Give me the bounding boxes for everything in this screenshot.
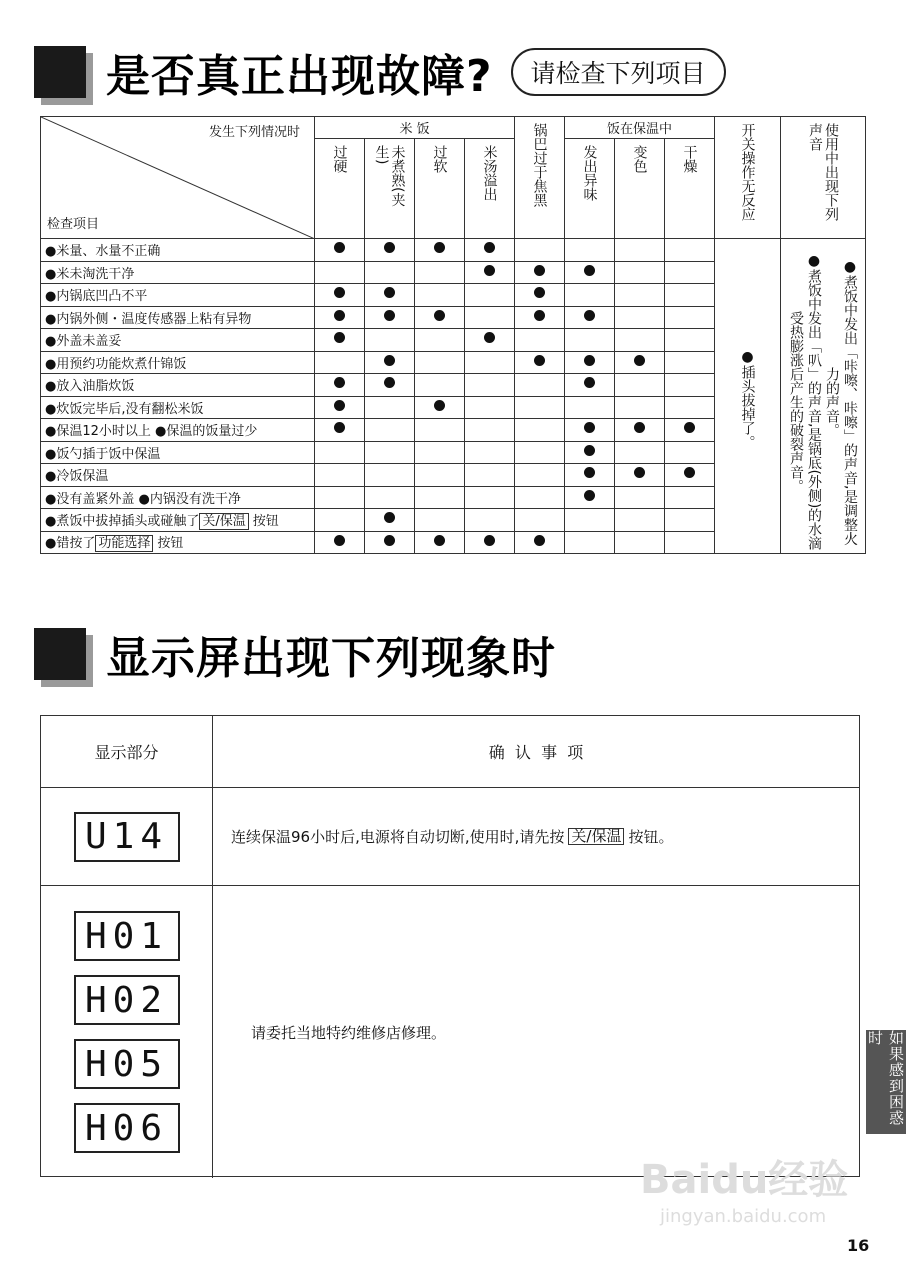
col-header-sound: 使用中出现下列声音 — [781, 117, 866, 239]
mark-cell — [365, 419, 415, 442]
mark-cell — [565, 486, 615, 509]
mark-cell — [315, 374, 365, 397]
col-header-2: 过软 — [415, 139, 465, 239]
mark-cell — [665, 329, 715, 352]
mark-cell — [415, 239, 465, 262]
mark-cell — [465, 351, 515, 374]
head-display-part: 显示部分 — [41, 716, 213, 787]
troubleshoot-table — [40, 116, 866, 554]
mark-cell — [315, 284, 365, 307]
table-row — [41, 886, 859, 1178]
bullet-mark-icon — [534, 310, 545, 321]
check-item-label: ●内锅底凹凸不平 — [41, 284, 315, 307]
mark-cell — [315, 464, 365, 487]
bullet-mark-icon — [384, 287, 395, 298]
mark-cell — [515, 464, 565, 487]
mark-cell — [465, 239, 515, 262]
mark-cell — [465, 306, 515, 329]
bullet-mark-icon — [484, 535, 495, 546]
col-header-6: 变色 — [615, 139, 665, 239]
check-item-label: ●放入油脂炊饭 — [41, 374, 315, 397]
mark-cell — [615, 374, 665, 397]
mark-cell — [465, 531, 515, 554]
mark-cell — [465, 464, 515, 487]
mark-cell — [615, 284, 665, 307]
section2-title: 显示屏出现下列现象时 — [106, 633, 556, 684]
mark-cell — [365, 396, 415, 419]
mark-cell — [615, 239, 665, 262]
mark-cell — [615, 486, 665, 509]
bullet-mark-icon — [434, 400, 445, 411]
row2-text: 请委托当地特约维修店修理。 — [251, 1023, 447, 1042]
mark-cell — [565, 464, 615, 487]
heading-square-icon — [34, 628, 86, 680]
mark-cell — [315, 239, 365, 262]
bullet-mark-icon — [334, 535, 345, 546]
mark-cell — [515, 486, 565, 509]
mark-cell — [365, 486, 415, 509]
mark-cell — [615, 396, 665, 419]
lcd-display: H06 — [74, 1103, 180, 1153]
lcd-display: U14 — [74, 812, 180, 862]
mark-cell — [565, 261, 615, 284]
mark-cell — [315, 306, 365, 329]
mark-cell — [565, 441, 615, 464]
section2-header — [34, 622, 556, 686]
bullet-mark-icon — [484, 265, 495, 276]
mark-cell — [665, 396, 715, 419]
mark-cell — [315, 351, 365, 374]
side-tab: 如果感到困惑时 — [866, 1030, 906, 1134]
bullet-mark-icon — [384, 535, 395, 546]
bullet-mark-icon — [484, 332, 495, 343]
mark-cell — [665, 351, 715, 374]
bullet-mark-icon — [384, 512, 395, 523]
mark-cell — [415, 486, 465, 509]
switch-note-cell — [715, 239, 781, 554]
check-items-pill: 请检查下列项目 — [511, 48, 726, 96]
mark-cell — [565, 531, 615, 554]
col-header-5: 发出异味 — [565, 139, 615, 239]
watermark-url: jingyan.baidu.com — [660, 1206, 827, 1227]
lcd-display: H02 — [74, 975, 180, 1025]
mark-cell — [415, 441, 465, 464]
mark-cell — [365, 284, 415, 307]
mark-cell — [665, 441, 715, 464]
mark-cell — [615, 306, 665, 329]
mark-cell — [365, 509, 415, 532]
mark-cell — [615, 351, 665, 374]
mark-cell — [465, 329, 515, 352]
mark-cell — [415, 374, 465, 397]
mark-cell — [465, 396, 515, 419]
mark-cell — [315, 509, 365, 532]
group-keep-header: 饭在保温中 — [565, 117, 715, 139]
sound-note-cell — [781, 239, 866, 554]
section1-title: 是否真正出现故障? — [106, 51, 493, 102]
display-table-header — [41, 716, 859, 788]
col-header-0: 过硬 — [315, 139, 365, 239]
mark-cell — [365, 351, 415, 374]
check-item-label: ●米未淘洗干净 — [41, 261, 315, 284]
col-header-switch: 开关操作无反应 — [715, 117, 781, 239]
mark-cell — [565, 396, 615, 419]
mark-cell — [315, 419, 365, 442]
bullet-mark-icon — [334, 422, 345, 433]
mark-cell — [515, 531, 565, 554]
mark-cell — [415, 261, 465, 284]
mark-cell — [565, 239, 615, 262]
mark-cell — [515, 509, 565, 532]
bullet-mark-icon — [584, 445, 595, 456]
mark-cell — [415, 509, 465, 532]
mark-cell — [365, 306, 415, 329]
bullet-mark-icon — [334, 400, 345, 411]
mark-cell — [565, 329, 615, 352]
mark-cell — [315, 531, 365, 554]
display-table — [40, 715, 860, 1177]
mark-cell — [365, 464, 415, 487]
mark-cell — [465, 509, 515, 532]
check-item-label: ●饭勺插于饭中保温 — [41, 441, 315, 464]
mark-cell — [415, 531, 465, 554]
mark-cell — [465, 261, 515, 284]
bullet-mark-icon — [584, 310, 595, 321]
check-item-label: ●保温12小时以上 ●保温的饭量过少 — [41, 419, 315, 442]
bullet-mark-icon — [384, 310, 395, 321]
bullet-mark-icon — [684, 422, 695, 433]
mark-cell — [665, 509, 715, 532]
table-row — [41, 239, 866, 262]
mark-cell — [515, 351, 565, 374]
mark-cell — [615, 531, 665, 554]
check-item-label: ●炊饭完毕后,没有翻松米饭 — [41, 396, 315, 419]
bullet-mark-icon — [334, 310, 345, 321]
mark-cell — [515, 419, 565, 442]
mark-cell — [565, 509, 615, 532]
mark-cell — [665, 284, 715, 307]
mark-cell — [565, 374, 615, 397]
check-item-label: ●内锅外侧・温度传感器上粘有异物 — [41, 306, 315, 329]
mark-cell — [515, 306, 565, 329]
mark-cell — [615, 464, 665, 487]
mark-cell — [315, 441, 365, 464]
bullet-mark-icon — [334, 287, 345, 298]
table-row — [41, 788, 859, 886]
mark-cell — [615, 329, 665, 352]
head-confirm-items: 确 认 事 项 — [488, 743, 584, 762]
mark-cell — [465, 486, 515, 509]
lcd-display: H05 — [74, 1039, 180, 1089]
bullet-mark-icon — [434, 242, 445, 253]
mark-cell — [365, 531, 415, 554]
col-header-4: 锅巴过于焦黑 — [515, 117, 565, 239]
bullet-mark-icon — [484, 242, 495, 253]
bullet-mark-icon — [634, 422, 645, 433]
mark-cell — [665, 419, 715, 442]
check-item-label: ●错按了 功能选择 按钮 — [41, 531, 315, 554]
sound-note-1: ●煮饭中发出「咔嚓、咔嚓」的声音,是调整火力的声音。 — [824, 258, 859, 546]
mark-cell — [465, 419, 515, 442]
mark-cell — [415, 351, 465, 374]
bullet-mark-icon — [584, 490, 595, 501]
bullet-mark-icon — [584, 467, 595, 478]
mark-cell — [665, 486, 715, 509]
col-header-7: 干燥 — [665, 139, 715, 239]
corner-bottom-label: 检查项目 — [47, 217, 100, 232]
mark-cell — [365, 261, 415, 284]
check-item-label: ●外盖未盖妥 — [41, 329, 315, 352]
check-item-label: ●煮饭中拔掉插头或碰触了 关/保温 按钮 — [41, 509, 315, 532]
mark-cell — [315, 486, 365, 509]
mark-cell — [665, 531, 715, 554]
mark-cell — [465, 284, 515, 307]
mark-cell — [465, 374, 515, 397]
col-header-1: 未煮熟(夹生) — [365, 139, 415, 239]
heading-square-icon — [34, 46, 86, 98]
group-rice-header: 米 饭 — [315, 117, 515, 139]
row1-text: 连续保温96小时后,电源将自动切断,使用时,请先按 关/保温 按钮。 — [231, 827, 674, 846]
off-keep-warm-key: 关/保温 — [568, 828, 624, 845]
mark-cell — [315, 329, 365, 352]
bullet-mark-icon — [384, 377, 395, 388]
mark-cell — [315, 261, 365, 284]
mark-cell — [615, 419, 665, 442]
bullet-mark-icon — [334, 377, 345, 388]
mark-cell — [565, 306, 615, 329]
bullet-mark-icon — [334, 332, 345, 343]
bullet-mark-icon — [384, 355, 395, 366]
mark-cell — [365, 329, 415, 352]
mark-cell — [515, 329, 565, 352]
bullet-mark-icon — [534, 355, 545, 366]
switch-note: ●插头拔掉了。 — [739, 349, 756, 449]
mark-cell — [415, 306, 465, 329]
lcd-display: H01 — [74, 911, 180, 961]
key-label-box: 关/保温 — [199, 513, 248, 530]
mark-cell — [565, 351, 615, 374]
mark-cell — [365, 374, 415, 397]
bullet-mark-icon — [534, 535, 545, 546]
mark-cell — [565, 284, 615, 307]
check-item-label: ●用预约功能炊煮什锦饭 — [41, 351, 315, 374]
mark-cell — [315, 396, 365, 419]
bullet-mark-icon — [334, 242, 345, 253]
mark-cell — [415, 464, 465, 487]
sound-note-2: ●煮饭中发出「叭」的声音,是锅底(外侧)的水滴受热膨涨后产生的破裂声音。 — [788, 253, 823, 551]
mark-cell — [515, 239, 565, 262]
bullet-mark-icon — [584, 355, 595, 366]
mark-cell — [365, 239, 415, 262]
watermark-logo: Baidu经验 — [640, 1157, 849, 1203]
bullet-mark-icon — [634, 467, 645, 478]
mark-cell — [415, 396, 465, 419]
bullet-mark-icon — [634, 355, 645, 366]
check-item-label: ●没有盖紧外盖 ●内锅没有洗干净 — [41, 486, 315, 509]
mark-cell — [665, 239, 715, 262]
bullet-mark-icon — [534, 265, 545, 276]
mark-cell — [365, 441, 415, 464]
section1-header — [34, 40, 726, 104]
key-label-box: 功能选择 — [95, 535, 153, 552]
check-item-label: ●米量、水量不正确 — [41, 239, 315, 262]
mark-cell — [615, 509, 665, 532]
mark-cell — [515, 396, 565, 419]
bullet-mark-icon — [384, 242, 395, 253]
bullet-mark-icon — [584, 265, 595, 276]
mark-cell — [665, 464, 715, 487]
mark-cell — [665, 261, 715, 284]
mark-cell — [465, 441, 515, 464]
mark-cell — [515, 261, 565, 284]
mark-cell — [665, 374, 715, 397]
mark-cell — [615, 261, 665, 284]
mark-cell — [515, 374, 565, 397]
check-item-label: ●冷饭保温 — [41, 464, 315, 487]
bullet-mark-icon — [534, 287, 545, 298]
corner-top-label: 发生下列情况时 — [208, 125, 300, 140]
bullet-mark-icon — [434, 310, 445, 321]
mark-cell — [415, 329, 465, 352]
mark-cell — [415, 419, 465, 442]
mark-cell — [415, 284, 465, 307]
bullet-mark-icon — [584, 377, 595, 388]
bullet-mark-icon — [684, 467, 695, 478]
mark-cell — [615, 441, 665, 464]
bullet-mark-icon — [584, 422, 595, 433]
mark-cell — [665, 306, 715, 329]
corner-cell — [41, 117, 315, 239]
mark-cell — [565, 419, 615, 442]
page-number: 16 — [847, 1236, 870, 1255]
mark-cell — [515, 441, 565, 464]
mark-cell — [515, 284, 565, 307]
col-header-3: 米汤溢出 — [465, 139, 515, 239]
bullet-mark-icon — [434, 535, 445, 546]
